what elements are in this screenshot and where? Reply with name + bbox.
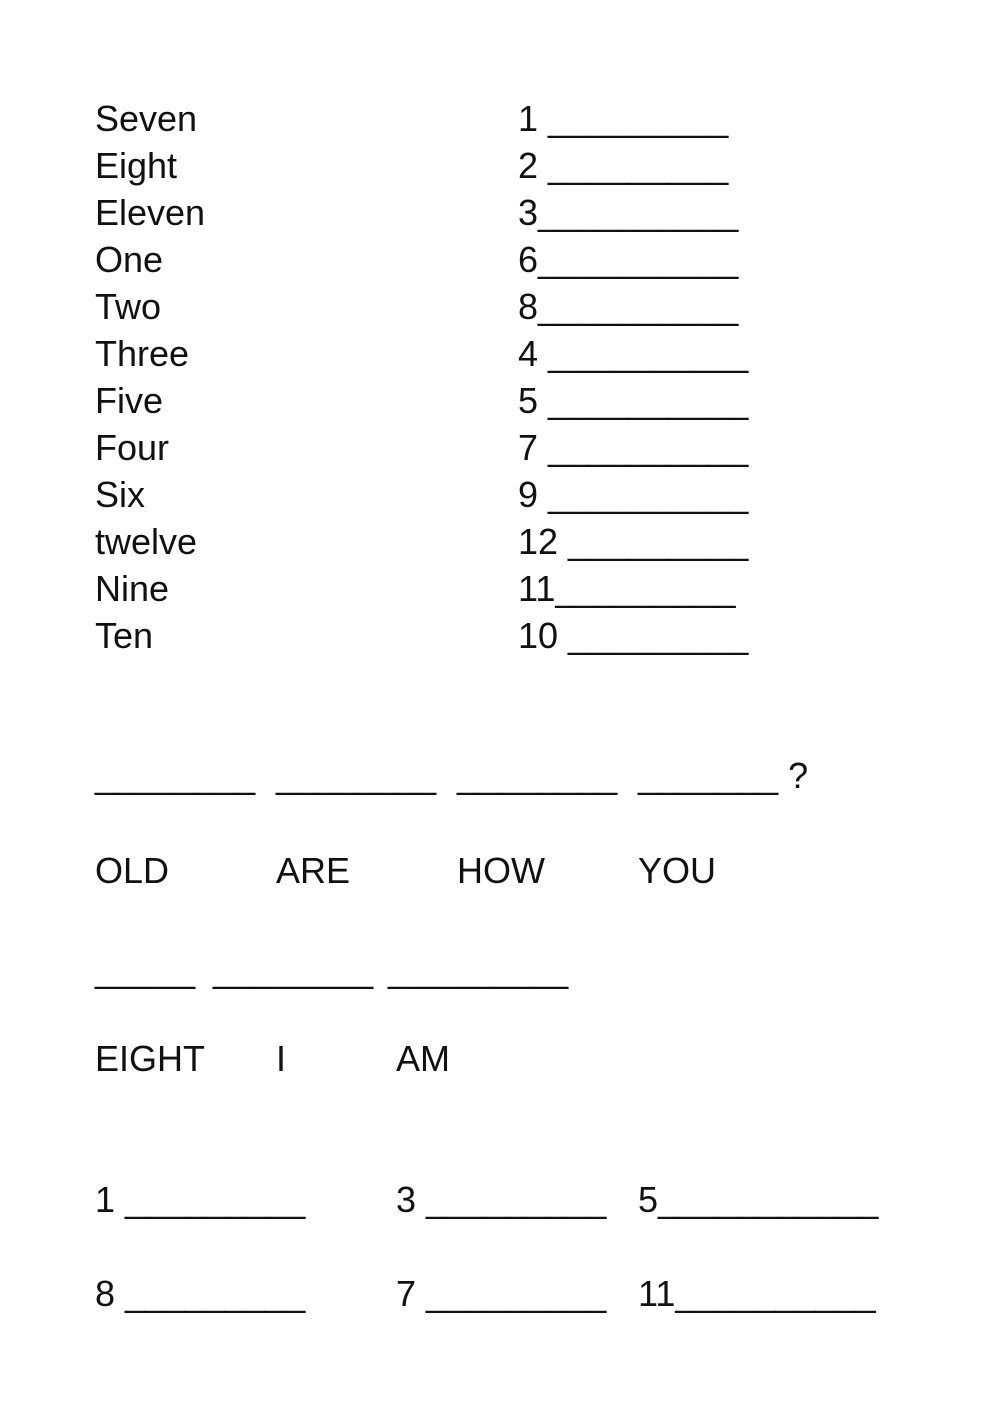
write-number-blank[interactable]: 5___________ xyxy=(638,1179,879,1220)
question-word: HOW xyxy=(457,850,545,891)
write-number-blank[interactable]: 3 _________ xyxy=(396,1179,607,1220)
word-item: Four xyxy=(95,427,170,468)
word-item: Five xyxy=(95,380,164,421)
write-number-blank[interactable]: 7 _________ xyxy=(396,1273,607,1314)
question-word: ARE xyxy=(276,850,351,891)
number-blank[interactable]: 1 _________ xyxy=(518,98,729,139)
number-blank[interactable]: 10 _________ xyxy=(518,615,749,656)
word-item: Three xyxy=(95,333,190,374)
word-item: Ten xyxy=(95,615,154,656)
word-item: Eight xyxy=(95,145,178,186)
answer-blank[interactable]: ________ xyxy=(213,949,374,990)
word-item: twelve xyxy=(95,521,198,562)
word-item: Six xyxy=(95,474,146,515)
number-blank[interactable]: 5 __________ xyxy=(518,380,749,421)
word-item: Seven xyxy=(95,98,198,139)
write-number-blank[interactable]: 11__________ xyxy=(638,1273,876,1314)
question-word: OLD xyxy=(95,850,170,891)
answer-blank[interactable]: _________ xyxy=(388,949,569,990)
number-blank[interactable]: 8__________ xyxy=(518,286,739,327)
number-blank[interactable]: 11_________ xyxy=(518,568,736,609)
write-number-blank[interactable]: 1 _________ xyxy=(95,1179,306,1220)
question-blank[interactable]: _______ ? xyxy=(638,755,809,796)
question-blank[interactable]: ________ xyxy=(276,755,437,796)
word-item: One xyxy=(95,239,164,280)
number-blank[interactable]: 2 _________ xyxy=(518,145,729,186)
number-blank[interactable]: 3__________ xyxy=(518,192,739,233)
number-blank[interactable]: 7 __________ xyxy=(518,427,749,468)
word-item: Eleven xyxy=(95,192,206,233)
number-blank[interactable]: 4 __________ xyxy=(518,333,749,374)
question-word: YOU xyxy=(638,850,717,891)
answer-blank[interactable]: _____ xyxy=(95,949,196,990)
word-item: Two xyxy=(95,286,162,327)
number-blank[interactable]: 6__________ xyxy=(518,239,739,280)
word-item: Nine xyxy=(95,568,170,609)
answer-word: AM xyxy=(396,1038,450,1079)
answer-word: I xyxy=(276,1038,287,1079)
write-number-blank[interactable]: 8 _________ xyxy=(95,1273,306,1314)
number-blank[interactable]: 12 _________ xyxy=(518,521,749,562)
number-blank[interactable]: 9 __________ xyxy=(518,474,749,515)
question-blank[interactable]: ________ xyxy=(457,755,618,796)
answer-word: EIGHT xyxy=(95,1038,206,1079)
question-blank[interactable]: ________ xyxy=(95,755,256,796)
